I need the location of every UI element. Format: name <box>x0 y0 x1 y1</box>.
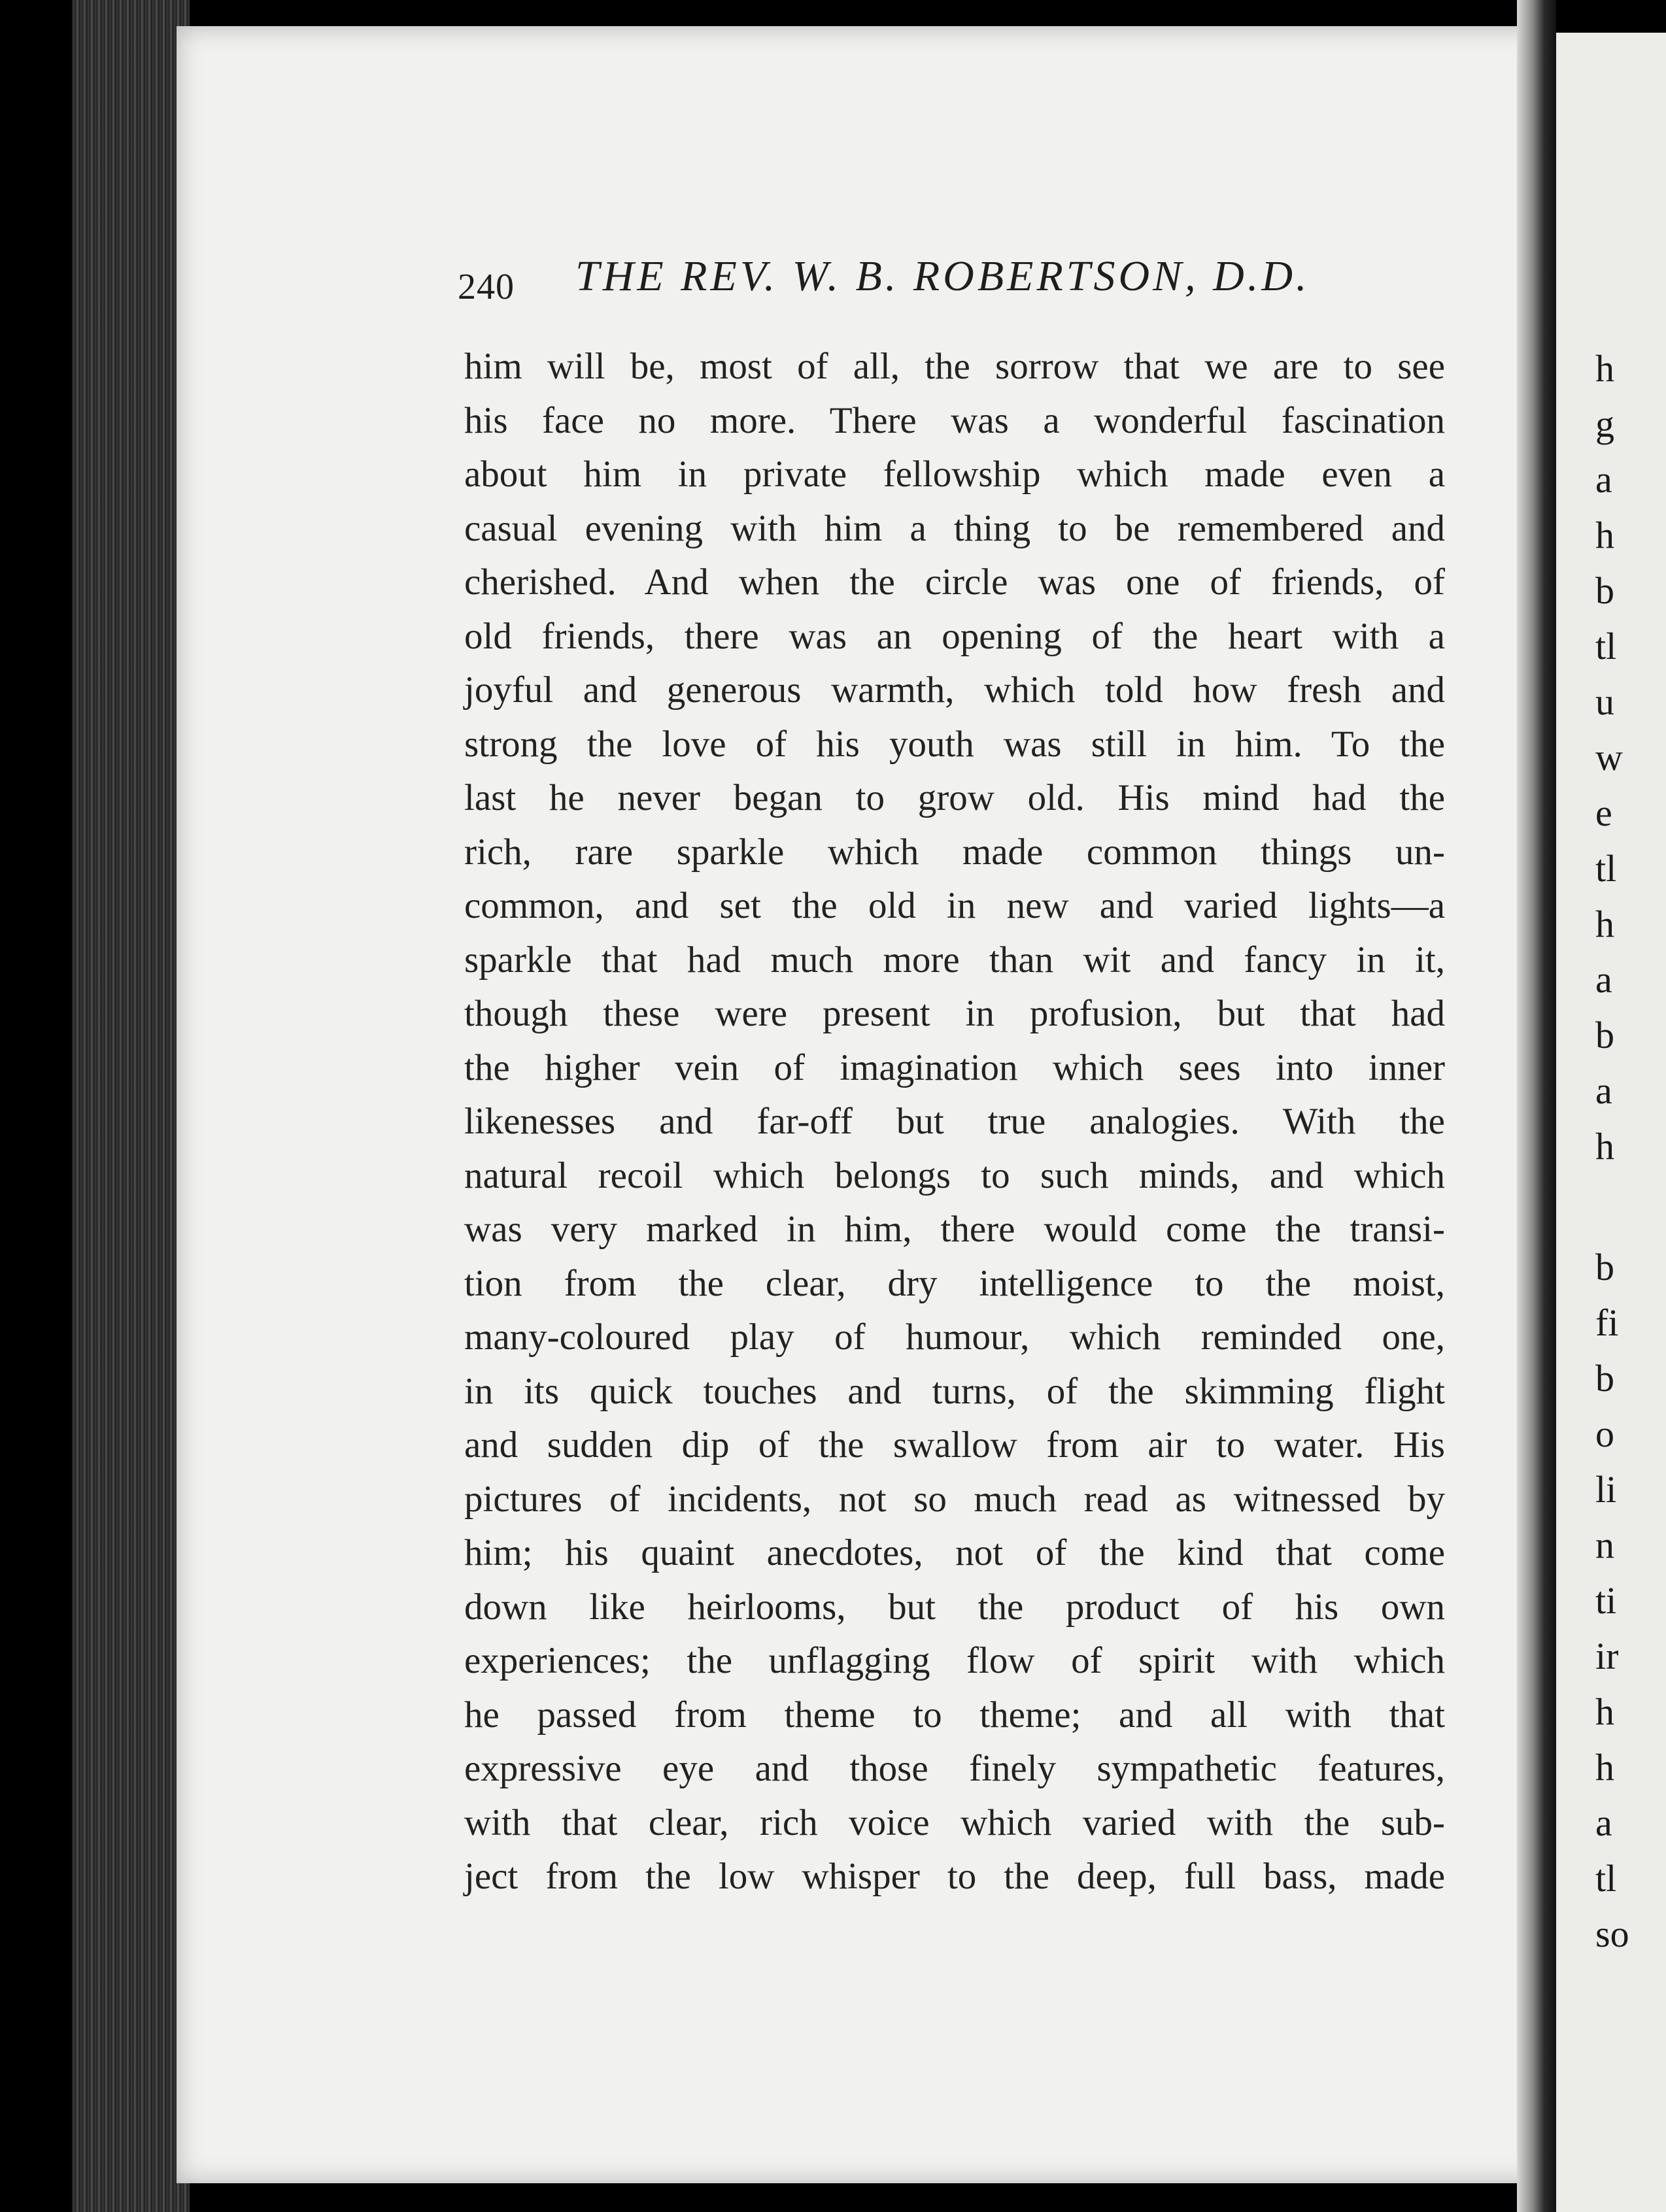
facing-text-fragment: b <box>1595 1357 1614 1399</box>
facing-text-fragment: fi <box>1595 1301 1619 1344</box>
book-gutter <box>1517 0 1556 2212</box>
text-line: about him in private fellowship which made even a <box>464 454 1445 495</box>
text-line: strong the love of his youth was still in him. To the <box>464 723 1445 765</box>
text-line: casual evening with him a thing to be remembered and <box>464 507 1445 549</box>
text-line: in its quick touches and turns, of the skimming flight <box>464 1370 1445 1412</box>
text-line: him; his quaint anecdotes, not of the kind that come <box>464 1532 1445 1573</box>
text-line: sparkle that had much more than wit and fancy in it, <box>464 939 1445 980</box>
page-header <box>458 252 1373 307</box>
text-line: old friends, there was an opening of the heart with a <box>464 615 1445 657</box>
text-line: natural recoil which belongs to such minds, and which <box>464 1154 1445 1196</box>
page-number: 240 <box>458 267 515 307</box>
facing-text-fragment: o <box>1595 1413 1614 1455</box>
running-title: THE REV. W. B. ROBERTSON, D.D. <box>575 252 1310 300</box>
facing-text-fragment: u <box>1595 680 1614 723</box>
facing-text-fragment: b <box>1595 1014 1614 1056</box>
facing-text-fragment: h <box>1595 1125 1614 1167</box>
facing-text-fragment: h <box>1595 903 1614 945</box>
facing-text-fragment: h <box>1595 514 1614 556</box>
facing-text-fragment: tl <box>1595 625 1617 667</box>
facing-text-fragment: b <box>1595 569 1614 612</box>
text-line: expressive eye and those finely sympathetic features, <box>464 1748 1445 1789</box>
facing-text-fragment: ir <box>1595 1635 1619 1677</box>
text-line: him will be, most of all, the sorrow that we are to see <box>464 346 1445 387</box>
body-text <box>464 340 1445 1904</box>
facing-text-fragment: h <box>1595 1690 1614 1733</box>
facing-text-fragment: tl <box>1595 1857 1617 1900</box>
facing-page <box>1556 33 1666 2212</box>
facing-text-fragment: tl <box>1595 847 1617 890</box>
text-line: tion from the clear, dry intelligence to the moist, <box>464 1262 1445 1304</box>
text-line: he passed from theme to theme; and all with that <box>464 1694 1445 1735</box>
text-line: and sudden dip of the swallow from air to water. His <box>464 1424 1445 1466</box>
text-line: last he never began to grow old. His mind had the <box>464 777 1445 818</box>
facing-text-fragment: li <box>1595 1468 1617 1511</box>
facing-text-fragment: h <box>1595 1746 1614 1788</box>
facing-text-fragment: g <box>1595 403 1614 445</box>
book-page-edges <box>72 0 190 2212</box>
facing-text-fragment: w <box>1595 736 1623 779</box>
text-line: joyful and generous warmth, which told how fresh and <box>464 669 1445 711</box>
text-line: common, and set the old in new and varied lights—a <box>464 885 1445 926</box>
text-line: with that clear, rich voice which varied with the sub- <box>464 1801 1445 1843</box>
text-line: ject from the low whisper to the deep, full bass, made <box>464 1856 1445 1897</box>
text-line: rich, rare sparkle which made common things un- <box>464 831 1445 873</box>
text-line: many-coloured play of humour, which reminded one, <box>464 1316 1445 1358</box>
facing-text-fragment: ti <box>1595 1579 1617 1622</box>
facing-text-fragment: a <box>1595 458 1612 501</box>
text-line: pictures of incidents, not so much read as witnessed by <box>464 1478 1445 1520</box>
facing-text-fragment: e <box>1595 792 1612 834</box>
facing-text-fragment: a <box>1595 1801 1612 1844</box>
facing-text-fragment: so <box>1595 1913 1629 1955</box>
text-line: his face no more. There was a wonderful fascination <box>464 399 1445 441</box>
text-line: experiences; the unflagging flow of spirit with which <box>464 1640 1445 1681</box>
text-line: the higher vein of imagination which sees into inner <box>464 1047 1445 1088</box>
text-line: cherished. And when the circle was one of friends, of <box>464 561 1445 603</box>
facing-text-fragment: b <box>1595 1246 1614 1288</box>
facing-text-fragment: n <box>1595 1524 1614 1566</box>
facing-text-fragment: a <box>1595 1069 1612 1112</box>
facing-text-fragment: h <box>1595 347 1614 390</box>
text-line: was very marked in him, there would come the transi- <box>464 1209 1445 1250</box>
text-line: likenesses and far-off but true analogies. With the <box>464 1101 1445 1142</box>
facing-text-fragment: a <box>1595 958 1612 1001</box>
text-line: though these were present in profusion, but that had <box>464 993 1445 1034</box>
text-line: down like heirlooms, but the product of his own <box>464 1586 1445 1628</box>
